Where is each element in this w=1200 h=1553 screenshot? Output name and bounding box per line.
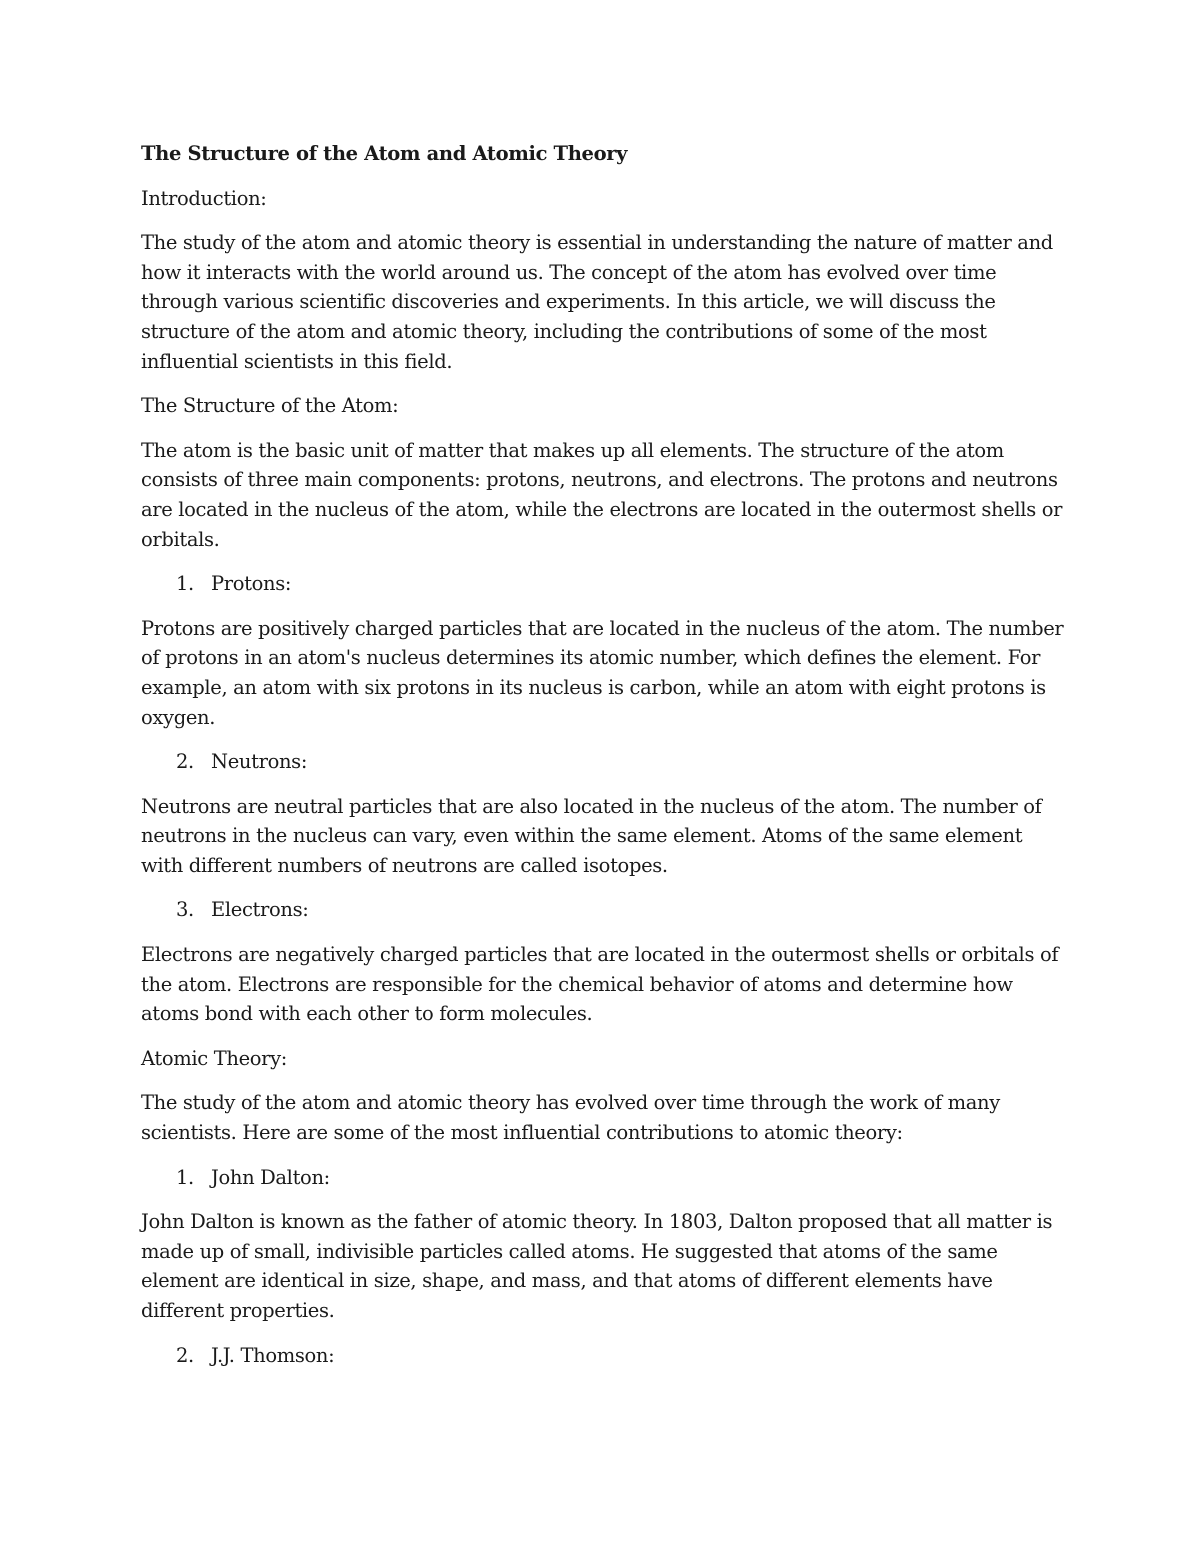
list-number: 1. bbox=[176, 572, 194, 596]
protons-paragraph: Protons are positively charged particles that are located in the nucleus of the atom. The number of protons in an atom's nucleus determines its atomic number, which defines the element. For example, an atom with six protons in its nucleus is carbon, while an atom with eight protons is oxygen. bbox=[141, 616, 1064, 729]
document-page bbox=[141, 139, 1066, 1385]
list-number: 1. bbox=[176, 1165, 194, 1189]
list-item-neutrons bbox=[141, 747, 1066, 777]
structure-paragraph: The atom is the basic unit of matter that makes up all elements. The structure of the atom consists of three main components: protons, neutrons, and electrons. The protons and neutrons are located in the nucleus of the atom, while the electrons are located in the outermost shells or orbitals. bbox=[141, 438, 1063, 551]
theory-heading: Atomic Theory: bbox=[141, 1046, 288, 1070]
intro-paragraph: The study of the atom and atomic theory is essential in understanding the nature of matter and how it interacts with the world around us. The concept of the atom has evolved over time through various scientific discoveries and experiments. In this article, we will discuss the structure of the atom and atomic theory, including the contributions of some of the most influential scientists in this field. bbox=[141, 231, 1053, 373]
intro-heading: Introduction: bbox=[141, 186, 267, 210]
list-label: Neutrons: bbox=[211, 750, 308, 774]
list-item-dalton bbox=[141, 1163, 1066, 1193]
list-item-protons bbox=[141, 569, 1066, 599]
list-number: 2. bbox=[176, 1343, 194, 1367]
structure-heading: The Structure of the Atom: bbox=[141, 394, 399, 418]
list-label: Electrons: bbox=[211, 898, 309, 922]
list-label: Protons: bbox=[211, 572, 292, 596]
neutrons-paragraph: Neutrons are neutral particles that are also located in the nucleus of the atom. The number of neutrons in the nucleus can vary, even within the same element. Atoms of the same element with different numbers of neutrons are called isotopes. bbox=[141, 794, 1042, 877]
electrons-paragraph: Electrons are negatively charged particles that are located in the outermost shells or orbitals of the atom. Electrons are responsible for the chemical behavior of atoms and determine how atoms bond with each other to form molecules. bbox=[141, 943, 1059, 1026]
list-label: John Dalton: bbox=[211, 1165, 330, 1189]
list-number: 2. bbox=[176, 750, 194, 774]
list-item-electrons bbox=[141, 895, 1066, 925]
list-number: 3. bbox=[176, 898, 194, 922]
list-label: J.J. Thomson: bbox=[211, 1343, 335, 1367]
theory-paragraph: The study of the atom and atomic theory has evolved over time through the work of many scientists. Here are some of the most influential contributions to atomic theory: bbox=[141, 1091, 1000, 1145]
dalton-paragraph: John Dalton is known as the father of atomic theory. In 1803, Dalton proposed that all matter is made up of small, indivisible particles called atoms. He suggested that atoms of the same element are identical in size, shape, and mass, and that atoms of different elements have different properties. bbox=[141, 1210, 1053, 1322]
list-item-thomson bbox=[141, 1341, 1066, 1371]
document-title: The Structure of the Atom and Atomic Theory bbox=[141, 142, 628, 165]
